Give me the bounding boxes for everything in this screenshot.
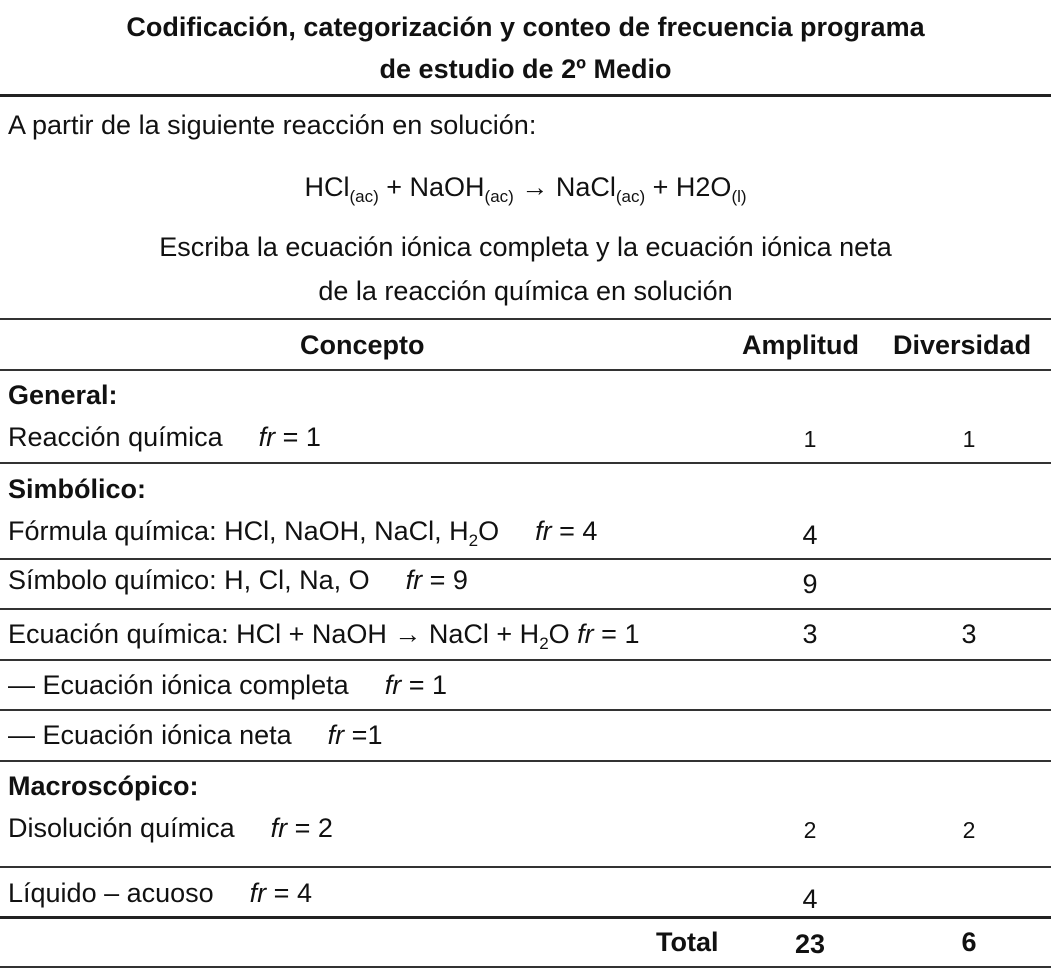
amplitude-value: 9 xyxy=(802,569,818,599)
total-label: Total xyxy=(656,927,719,957)
diversity-value: 1 xyxy=(962,426,976,452)
section-general: General: xyxy=(8,380,118,410)
diversity-value: 3 xyxy=(961,619,977,649)
amplitude-value: 1 xyxy=(803,426,817,452)
row-divider xyxy=(0,608,1051,610)
amplitude-value: 4 xyxy=(802,520,818,550)
row-liquido-acuoso: Líquido – acuoso fr = 4 xyxy=(8,878,312,908)
row-disolucion-quimica: Disolución química fr = 2 xyxy=(8,813,333,843)
total-amplitude: 23 xyxy=(794,929,826,959)
title-line-1: Codificación, categorización y conteo de frecuencia programa xyxy=(126,12,925,42)
table-bottom-divider xyxy=(0,966,1051,968)
row-simbolo-quimico: Símbolo químico: H, Cl, Na, O fr = 9 xyxy=(8,565,468,595)
header-bottom-divider xyxy=(0,369,1051,371)
instruction-line-1: Escriba la ecuación iónica completa y la ecuación iónica neta xyxy=(159,232,892,262)
section-symbolic: Simbólico: xyxy=(8,474,147,504)
row-formula-quimica: Fórmula química: HCl, NaOH, NaCl, $H_2O$ fr = 4 xyxy=(8,516,598,550)
header-top-divider xyxy=(0,318,1051,320)
title-divider xyxy=(0,94,1051,97)
row-divider xyxy=(0,760,1051,762)
row-divider xyxy=(0,462,1051,464)
reaction-equation: HCl$_{(ac)}$ + NaOH$_{(ac)}$ → NaCl$_{(ac)}$ + $H2O_{(l)}$ xyxy=(304,172,747,206)
total-divider xyxy=(0,916,1051,919)
header-concept: Concepto xyxy=(300,330,425,360)
amplitude-value: 4 xyxy=(802,884,818,914)
amplitude-value: 2 xyxy=(803,817,817,843)
section-macroscopic: Macroscópico: xyxy=(8,771,199,801)
row-divider xyxy=(0,866,1051,868)
title-line-2: de estudio de 2º Medio xyxy=(379,54,672,84)
row-ecuacion-ionica-neta: — Ecuación iónica neta fr =1 xyxy=(8,720,383,750)
diversity-value: 2 xyxy=(962,817,976,843)
instruction-line-2: de la reacción química en solución xyxy=(318,276,733,306)
row-divider xyxy=(0,659,1051,661)
header-diversity: Diversidad xyxy=(893,330,1032,360)
prompt-intro: A partir de la siguiente reacción en solución: xyxy=(8,110,537,140)
total-diversity: 6 xyxy=(961,927,977,957)
row-reaccion-quimica: Reacción química fr = 1 xyxy=(8,422,321,452)
row-divider xyxy=(0,709,1051,711)
row-divider xyxy=(0,558,1051,560)
row-ecuacion-quimica: Ecuación química: HCl + NaOH → NaCl + $H_2O$ fr = 1 xyxy=(8,619,640,653)
row-ecuacion-ionica-completa: — Ecuación iónica completa fr = 1 xyxy=(8,670,447,700)
header-amplitude: Amplitud xyxy=(742,330,859,360)
amplitude-value: 3 xyxy=(802,619,818,649)
